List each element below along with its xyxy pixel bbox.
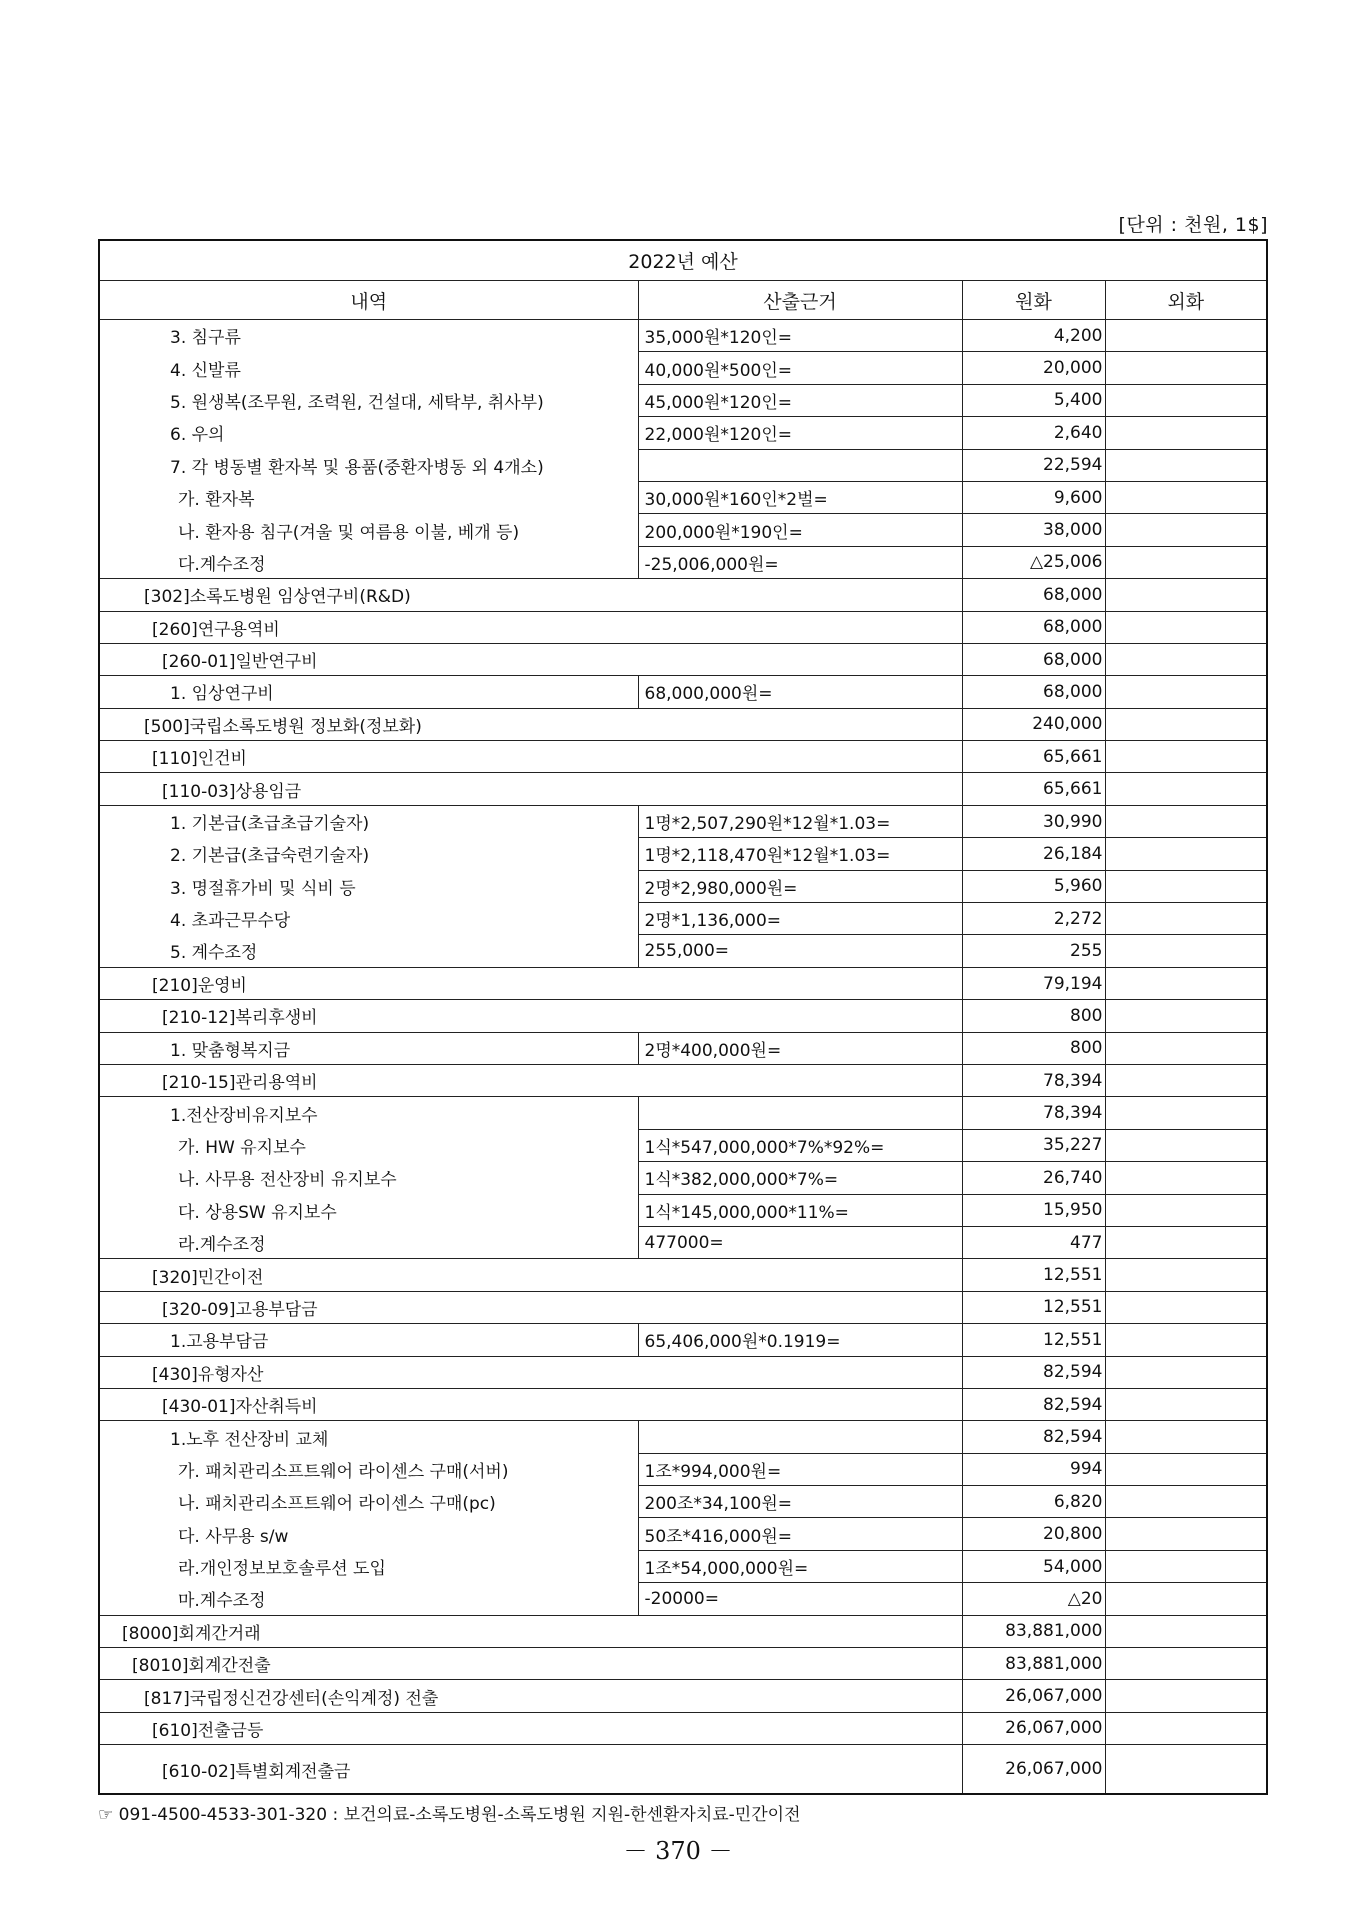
table-row (99, 481, 1267, 513)
table-row (99, 1680, 1267, 1712)
table-row (99, 514, 1267, 546)
table-row (99, 352, 1267, 384)
row-krw-amount: 12,551 (962, 1291, 1105, 1323)
table-row (99, 546, 1267, 578)
footnote: ☞ 091-4500-4533-301-320 : 보건의료-소록도병원-소록도병원 지원-한센환자치료-민간이전 (98, 1805, 801, 1825)
table-row (99, 1129, 1267, 1161)
row-krw-amount: 2,640 (962, 417, 1105, 449)
row-krw-amount: 79,194 (962, 967, 1105, 999)
row-description: 다.계수조정 (99, 546, 638, 578)
table-row (99, 643, 1267, 675)
table-row (99, 579, 1267, 611)
row-description: [320-09]고용부담금 (99, 1291, 962, 1323)
row-fx-amount (1105, 1388, 1267, 1420)
row-krw-amount: 800 (962, 1032, 1105, 1064)
table-row (99, 384, 1267, 416)
header-basis: 산출근거 (638, 281, 962, 320)
row-fx-amount (1105, 1712, 1267, 1744)
row-fx-amount (1105, 870, 1267, 902)
table-title: 2022년 예산 (99, 240, 1267, 281)
page-number: － 370 － (623, 1837, 733, 1865)
row-basis: 1식*547,000,000*7%*92%= (638, 1129, 962, 1161)
row-description: 1.고용부담금 (99, 1324, 638, 1356)
row-krw-amount: 30,990 (962, 805, 1105, 837)
row-fx-amount (1105, 967, 1267, 999)
table-row (99, 417, 1267, 449)
table-row (99, 1453, 1267, 1485)
header-description: 내역 (99, 281, 638, 320)
table-row (99, 449, 1267, 481)
row-krw-amount: 78,394 (962, 1064, 1105, 1096)
table-row (99, 741, 1267, 773)
row-fx-amount (1105, 384, 1267, 416)
row-description: [110-03]상용임금 (99, 773, 962, 805)
row-description: [302]소록도병원 임상연구비(R&D) (99, 579, 962, 611)
table-row (99, 1032, 1267, 1064)
row-description: [817]국립정신건강센터(손익계정) 전출 (99, 1680, 962, 1712)
row-description: 가. 환자복 (99, 481, 638, 513)
table-row (99, 838, 1267, 870)
table-row (99, 903, 1267, 935)
row-description: 다. 사무용 s/w (99, 1518, 638, 1550)
row-description: 3. 명절휴가비 및 식비 등 (99, 870, 638, 902)
row-description: 라.개인정보보호솔루션 도입 (99, 1550, 638, 1582)
table-row (99, 1259, 1267, 1291)
table-row (99, 611, 1267, 643)
table-row (99, 676, 1267, 708)
table-row (99, 1583, 1267, 1615)
row-description: [500]국립소록도병원 정보화(정보화) (99, 708, 962, 740)
row-description: [260-01]일반연구비 (99, 643, 962, 675)
row-krw-amount: 12,551 (962, 1324, 1105, 1356)
row-fx-amount (1105, 352, 1267, 384)
table-row (99, 1194, 1267, 1226)
row-krw-amount: 82,594 (962, 1421, 1105, 1453)
row-krw-amount: 26,067,000 (962, 1745, 1105, 1795)
row-krw-amount: 477 (962, 1226, 1105, 1258)
table-row (99, 320, 1267, 352)
row-fx-amount (1105, 1486, 1267, 1518)
row-fx-amount (1105, 1324, 1267, 1356)
row-fx-amount (1105, 935, 1267, 967)
table-row (99, 1291, 1267, 1323)
row-krw-amount: 12,551 (962, 1259, 1105, 1291)
row-description: [610-02]특별회계전출금 (99, 1745, 962, 1795)
row-fx-amount (1105, 676, 1267, 708)
row-fx-amount (1105, 1583, 1267, 1615)
row-basis (638, 1097, 962, 1129)
row-fx-amount (1105, 1194, 1267, 1226)
row-fx-amount (1105, 611, 1267, 643)
row-description: [8000]회계간거래 (99, 1615, 962, 1647)
row-description: [210-12]복리후생비 (99, 1000, 962, 1032)
row-fx-amount (1105, 514, 1267, 546)
row-fx-amount (1105, 1518, 1267, 1550)
row-fx-amount (1105, 1680, 1267, 1712)
row-description: 나. 패치관리소프트웨어 라이센스 구매(pc) (99, 1486, 638, 1518)
row-basis: 2명*1,136,000= (638, 903, 962, 935)
header-krw: 원화 (962, 281, 1105, 320)
row-description: 5. 계수조정 (99, 935, 638, 967)
row-description: [210]운영비 (99, 967, 962, 999)
row-fx-amount (1105, 643, 1267, 675)
row-basis: 1명*2,507,290원*12월*1.03= (638, 805, 962, 837)
row-description: [260]연구용역비 (99, 611, 962, 643)
row-description: 6. 우의 (99, 417, 638, 449)
row-krw-amount: 38,000 (962, 514, 1105, 546)
row-basis: -25,006,000원= (638, 546, 962, 578)
row-basis: 65,406,000원*0.1919= (638, 1324, 962, 1356)
table-row (99, 870, 1267, 902)
row-krw-amount: 5,400 (962, 384, 1105, 416)
unit-label: [단위 : 천원, 1$] (1118, 214, 1268, 236)
table-row (99, 805, 1267, 837)
row-basis: 40,000원*500인= (638, 352, 962, 384)
row-basis: 1조*54,000,000원= (638, 1550, 962, 1582)
row-description: 가. 패치관리소프트웨어 라이센스 구매(서버) (99, 1453, 638, 1485)
table-row (99, 967, 1267, 999)
row-krw-amount: 68,000 (962, 676, 1105, 708)
row-description: 1. 기본급(초급초급기술자) (99, 805, 638, 837)
row-krw-amount: 26,067,000 (962, 1680, 1105, 1712)
row-description: 1.전산장비유지보수 (99, 1097, 638, 1129)
row-basis: 50조*416,000원= (638, 1518, 962, 1550)
row-krw-amount: 26,740 (962, 1162, 1105, 1194)
row-fx-amount (1105, 1226, 1267, 1258)
table-row (99, 708, 1267, 740)
row-krw-amount: 26,067,000 (962, 1712, 1105, 1744)
row-krw-amount: 35,227 (962, 1129, 1105, 1161)
row-description: 나. 환자용 침구(겨울 및 여름용 이불, 베개 등) (99, 514, 638, 546)
row-basis (638, 449, 962, 481)
row-fx-amount (1105, 1421, 1267, 1453)
row-fx-amount (1105, 1745, 1267, 1795)
row-fx-amount (1105, 1356, 1267, 1388)
header-fx: 외화 (1105, 281, 1267, 320)
budget-table-frame (98, 239, 1266, 1795)
row-description: [210-15]관리용역비 (99, 1064, 962, 1096)
row-description: 7. 각 병동별 환자복 및 용품(중환자병동 외 4개소) (99, 449, 638, 481)
row-description: 다. 상용SW 유지보수 (99, 1194, 638, 1226)
row-krw-amount: 68,000 (962, 643, 1105, 675)
row-krw-amount: 82,594 (962, 1356, 1105, 1388)
row-krw-amount: 15,950 (962, 1194, 1105, 1226)
row-fx-amount (1105, 546, 1267, 578)
table-row (99, 1097, 1267, 1129)
row-krw-amount: 82,594 (962, 1388, 1105, 1420)
row-description: [430-01]자산취득비 (99, 1388, 962, 1420)
row-description: 라.계수조정 (99, 1226, 638, 1258)
row-fx-amount (1105, 1615, 1267, 1647)
row-krw-amount: 68,000 (962, 579, 1105, 611)
row-fx-amount (1105, 1000, 1267, 1032)
row-krw-amount: 83,881,000 (962, 1615, 1105, 1647)
row-krw-amount: 5,960 (962, 870, 1105, 902)
row-krw-amount: 83,881,000 (962, 1648, 1105, 1680)
row-krw-amount: 65,661 (962, 773, 1105, 805)
row-basis: 477000= (638, 1226, 962, 1258)
row-krw-amount: △20 (962, 1583, 1105, 1615)
table-row (99, 1648, 1267, 1680)
row-description: 가. HW 유지보수 (99, 1129, 638, 1161)
row-fx-amount (1105, 481, 1267, 513)
row-fx-amount (1105, 1129, 1267, 1161)
row-krw-amount: △25,006 (962, 546, 1105, 578)
row-krw-amount: 54,000 (962, 1550, 1105, 1582)
row-basis: 2명*400,000원= (638, 1032, 962, 1064)
row-krw-amount: 78,394 (962, 1097, 1105, 1129)
row-krw-amount: 26,184 (962, 838, 1105, 870)
row-fx-amount (1105, 741, 1267, 773)
row-krw-amount: 9,600 (962, 481, 1105, 513)
table-row (99, 1486, 1267, 1518)
row-description: 4. 초과근무수당 (99, 903, 638, 935)
row-basis: 30,000원*160인*2벌= (638, 481, 962, 513)
row-description: [8010]회계간전출 (99, 1648, 962, 1680)
row-description: [610]전출금등 (99, 1712, 962, 1744)
row-basis: 2명*2,980,000원= (638, 870, 962, 902)
row-krw-amount: 240,000 (962, 708, 1105, 740)
row-fx-amount (1105, 838, 1267, 870)
row-description: 1. 맞춤형복지금 (99, 1032, 638, 1064)
row-description: 마.계수조정 (99, 1583, 638, 1615)
row-krw-amount: 994 (962, 1453, 1105, 1485)
row-basis (638, 1421, 962, 1453)
row-krw-amount: 65,661 (962, 741, 1105, 773)
row-fx-amount (1105, 1064, 1267, 1096)
row-fx-amount (1105, 417, 1267, 449)
table-row (99, 1388, 1267, 1420)
row-basis: 1조*994,000원= (638, 1453, 962, 1485)
row-fx-amount (1105, 1162, 1267, 1194)
table-row (99, 773, 1267, 805)
table-row (99, 1518, 1267, 1550)
row-basis: -20000= (638, 1583, 962, 1615)
row-fx-amount (1105, 1032, 1267, 1064)
row-fx-amount (1105, 773, 1267, 805)
table-body (99, 320, 1267, 1795)
row-basis: 35,000원*120인= (638, 320, 962, 352)
table-row (99, 1615, 1267, 1647)
row-basis: 200조*34,100원= (638, 1486, 962, 1518)
row-krw-amount: 68,000 (962, 611, 1105, 643)
table-row (99, 1226, 1267, 1258)
row-fx-amount (1105, 1259, 1267, 1291)
row-description: 4. 신발류 (99, 352, 638, 384)
table-row (99, 1712, 1267, 1744)
row-fx-amount (1105, 805, 1267, 837)
table-row (99, 1550, 1267, 1582)
row-description: 5. 원생복(조무원, 조력원, 건설대, 세탁부, 취사부) (99, 384, 638, 416)
row-description: 1. 임상연구비 (99, 676, 638, 708)
row-fx-amount (1105, 1453, 1267, 1485)
row-basis: 1식*145,000,000*11%= (638, 1194, 962, 1226)
row-basis: 45,000원*120인= (638, 384, 962, 416)
row-description: [110]인건비 (99, 741, 962, 773)
row-basis: 22,000원*120인= (638, 417, 962, 449)
row-description: 1.노후 전산장비 교체 (99, 1421, 638, 1453)
table-row (99, 1745, 1267, 1795)
row-description: 나. 사무용 전산장비 유지보수 (99, 1162, 638, 1194)
row-description: [430]유형자산 (99, 1356, 962, 1388)
row-basis: 1명*2,118,470원*12월*1.03= (638, 838, 962, 870)
row-fx-amount (1105, 1550, 1267, 1582)
row-description: [320]민간이전 (99, 1259, 962, 1291)
row-fx-amount (1105, 320, 1267, 352)
table-row (99, 935, 1267, 967)
row-fx-amount (1105, 579, 1267, 611)
row-description: 2. 기본급(초급숙련기술자) (99, 838, 638, 870)
row-fx-amount (1105, 1648, 1267, 1680)
table-row (99, 1356, 1267, 1388)
table-row (99, 1064, 1267, 1096)
row-krw-amount: 22,594 (962, 449, 1105, 481)
table-row (99, 1421, 1267, 1453)
row-fx-amount (1105, 903, 1267, 935)
table-row (99, 1000, 1267, 1032)
row-krw-amount: 20,800 (962, 1518, 1105, 1550)
row-krw-amount: 20,000 (962, 352, 1105, 384)
row-fx-amount (1105, 1291, 1267, 1323)
row-basis: 255,000= (638, 935, 962, 967)
row-krw-amount: 4,200 (962, 320, 1105, 352)
table-row (99, 1162, 1267, 1194)
row-basis: 68,000,000원= (638, 676, 962, 708)
row-basis: 200,000원*190인= (638, 514, 962, 546)
row-fx-amount (1105, 708, 1267, 740)
row-krw-amount: 2,272 (962, 903, 1105, 935)
row-krw-amount: 6,820 (962, 1486, 1105, 1518)
table-row (99, 1324, 1267, 1356)
row-krw-amount: 800 (962, 1000, 1105, 1032)
budget-table (98, 239, 1268, 1795)
row-krw-amount: 255 (962, 935, 1105, 967)
row-description: 3. 침구류 (99, 320, 638, 352)
row-fx-amount (1105, 1097, 1267, 1129)
row-fx-amount (1105, 449, 1267, 481)
row-basis: 1식*382,000,000*7%= (638, 1162, 962, 1194)
